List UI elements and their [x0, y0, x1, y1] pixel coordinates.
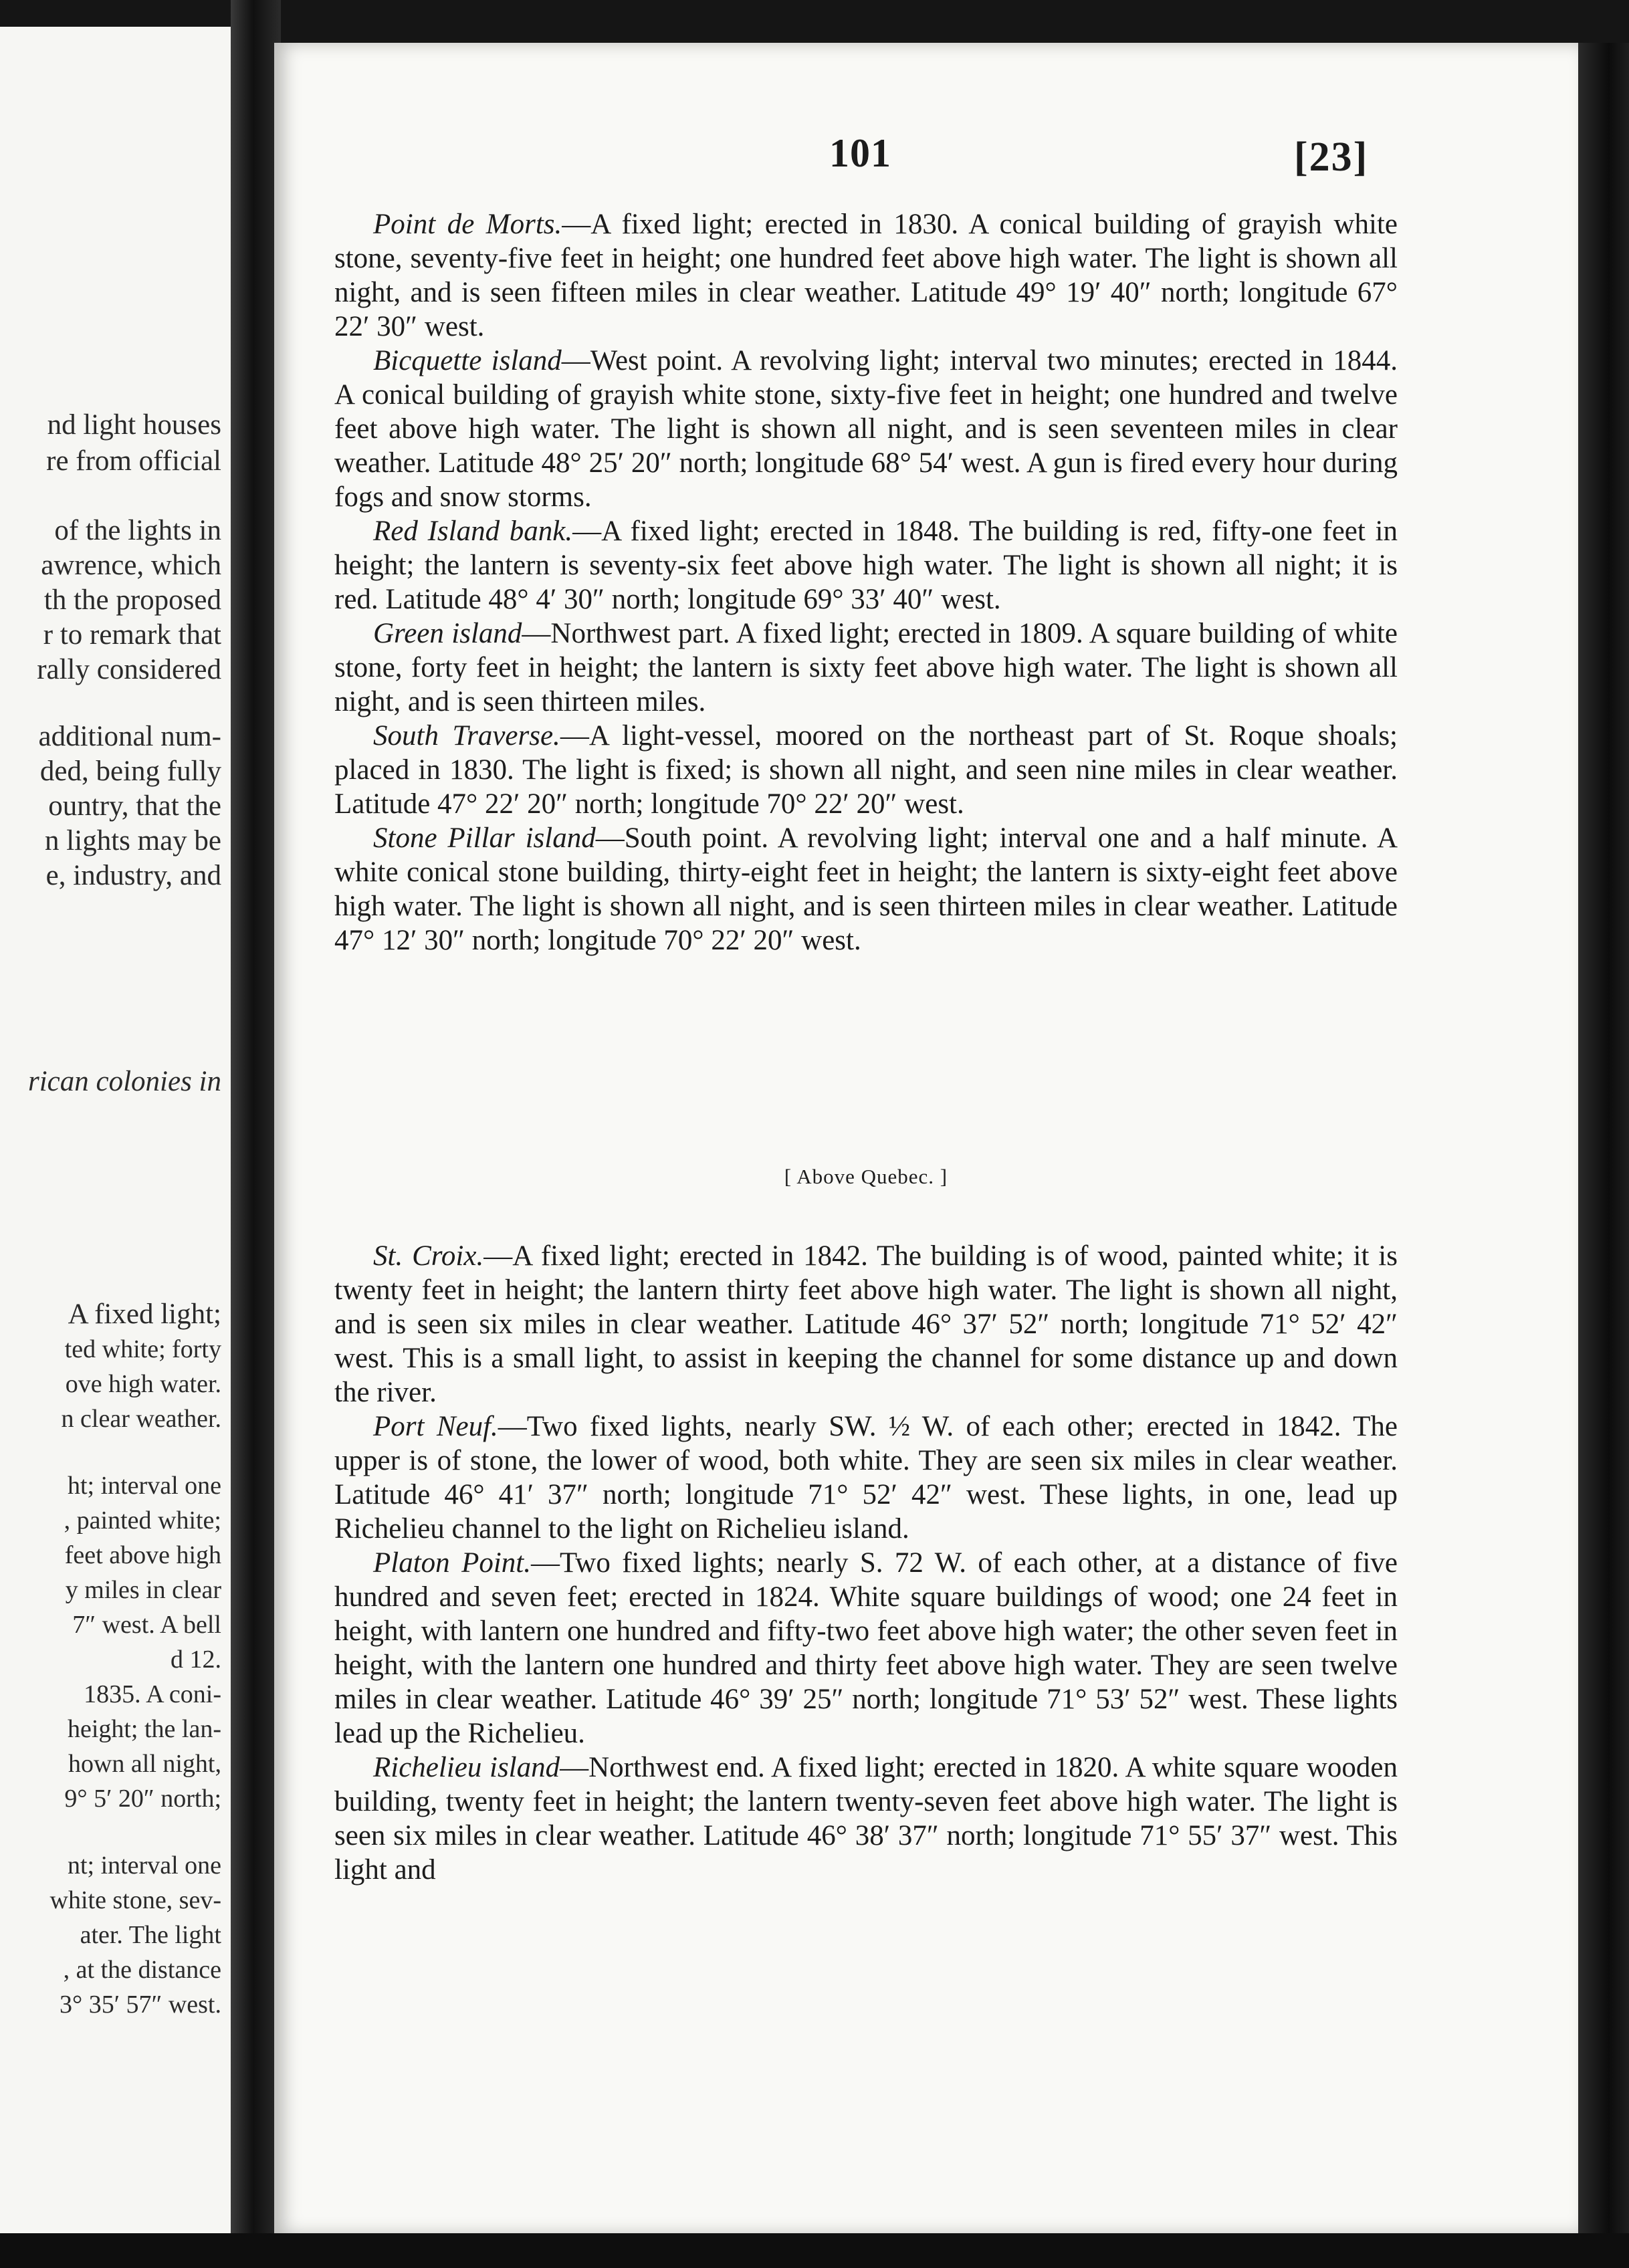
page-edge [1578, 43, 1629, 2235]
entry-st-croix [334, 1239, 1398, 1409]
left-fragment: ted white; forty [64, 1335, 221, 1363]
left-fragment: 3° 35′ 57″ west. [60, 1991, 221, 2019]
entry-text: —Northwest end. A fixed light; erected in 1820. A white square wooden building, twenty feet in height; the lantern twenty-seven feet above high water. The light is seen six miles in clear weather. Latitude 46° 38′ 37″ north; longitude 71° 55′ 37″ west. This light and [334, 1752, 1398, 1886]
entry-platon-point [334, 1546, 1398, 1750]
left-fragment: nt; interval one [67, 1851, 221, 1880]
left-fragment: 9° 5′ 20″ north; [64, 1785, 221, 1813]
lighthouse-entries-above-quebec [334, 1239, 1398, 1887]
entry-name: Red Island bank. [373, 516, 573, 547]
left-fragment: ater. The light [80, 1921, 221, 1949]
entry-red-island-bank [334, 514, 1398, 616]
entry-text: —South point. A revolving light; interval one and a half minute. A white conical stone building, thirty-eight feet in height; the lantern is sixty-eight feet above high water. The light is shown all night, and is seen thirteen miles in clear weather. Latitude 47° 12′ 30″ north; longitude 70° 22′ 20″ west. [334, 822, 1398, 956]
section-heading: [ Above Quebec. ] [784, 1165, 948, 1188]
entry-name: Stone Pillar island [373, 822, 596, 854]
entry-text: —A light-vessel, moored on the northeast part of St. Roque shoals; placed in 1830. The light is fixed; is shown all night, and seen nine miles in clear weather. Latitude 47° 22′ 20″ north; longitude 70° 22′ 20″ west. [334, 720, 1398, 820]
left-fragment: hown all night, [68, 1750, 221, 1778]
left-fragment: th the proposed [43, 584, 221, 616]
entry-name: South Traverse. [373, 720, 560, 752]
entry-text: —A fixed light; erected in 1842. The building is of wood, painted white; it is twenty feet in height; the lantern thirty feet above high water. The light is shown all night, and is seen six miles in clear weather. Latitude 46° 37′ 52″ north; longitude 71° 52′ 42″ west. This is a small light, to assist in keeping the channel for some distance up and down the river. [334, 1240, 1398, 1408]
entry-text: —Northwest part. A fixed light; erected in 1809. A square building of white stone, forty feet in height; the lantern is sixty feet above high water. The light is shown all night, and is seen thirteen miles. [334, 618, 1398, 717]
lighthouse-entries-lower-st-lawrence [334, 207, 1398, 957]
left-fragment: 7″ west. A bell [72, 1611, 221, 1639]
left-fragment: rally considered [37, 654, 221, 685]
entry-port-neuf [334, 1409, 1398, 1546]
page-number: 101 [829, 131, 891, 175]
bracket-page-number: [23] [1294, 134, 1369, 180]
entry-point-de-morts [334, 207, 1398, 344]
entry-green-island [334, 616, 1398, 719]
left-fragment: rican colonies in [27, 1066, 221, 1097]
left-fragment: , painted white; [64, 1506, 221, 1535]
book-gutter [231, 0, 281, 2268]
entry-text: —Two fixed lights, nearly SW. ½ W. of each other; erected in 1842. The upper is of stone, the lower of wood, both white. They are seen six miles in clear weather. Latitude 46° 41′ 37″ north; longitude 71° 52′ 42″ west. These lights, in one, lead up Richelieu channel to the light on Richelieu island. [334, 1411, 1398, 1545]
entry-bicquette-island [334, 344, 1398, 514]
entry-richelieu-island [334, 1750, 1398, 1887]
left-fragment: ountry, that the [48, 790, 221, 822]
left-fragment: r to remark that [43, 619, 221, 651]
entry-south-traverse [334, 719, 1398, 821]
left-fragment: re from official [46, 445, 221, 477]
entry-name: Bicquette island [373, 345, 562, 376]
entry-name: Richelieu island [373, 1752, 560, 1783]
left-fragment: y miles in clear [65, 1576, 221, 1604]
left-fragment: white stone, sev- [49, 1886, 221, 1914]
left-fragment: of the lights in [54, 515, 221, 546]
left-fragment: n clear weather. [61, 1405, 221, 1433]
entry-text: —West point. A revolving light; interval two minutes; erected in 1844. A conical building of grayish white stone, sixty-five feet in height; one hundred and twelve feet above high water. The light is shown all night, and is seen seventeen miles in clear weather. Latitude 48° 25′ 20″ north; longitude 68° 54′ west. A gun is fired every hour during fogs and snow storms. [334, 345, 1398, 513]
left-fragment: A fixed light; [68, 1298, 221, 1330]
entry-text: —A fixed light; erected in 1848. The building is red, fifty-one feet in height; the lantern is seventy-six feet above high water. The light is shown all night; it is red. Latitude 48° 4′ 30″ north; longitude 69° 33′ 40″ west. [334, 516, 1398, 615]
entry-stone-pillar-island [334, 821, 1398, 957]
left-fragment: height; the lan- [67, 1715, 221, 1743]
left-fragment: awrence, which [41, 550, 221, 581]
left-fragment: ded, being fully [39, 756, 221, 787]
entry-name: St. Croix. [373, 1240, 484, 1272]
left-fragment: d 12. [171, 1646, 221, 1674]
left-fragment: n lights may be [45, 825, 221, 857]
left-fragment: 1835. A coni- [84, 1680, 221, 1708]
entry-name: Green island [373, 618, 522, 649]
left-fragment: , at the distance [63, 1956, 221, 1984]
left-page [0, 27, 233, 2233]
left-fragment: feet above high [64, 1541, 221, 1569]
left-fragment: e, industry, and [45, 860, 221, 891]
left-fragment: ht; interval one [67, 1472, 221, 1500]
left-fragment: nd light houses [47, 409, 221, 441]
left-fragment: additional num- [38, 721, 221, 752]
entry-text: —Two fixed lights; nearly S. 72 W. of each other, at a distance of five hundred and seven feet; erected in 1824. White square buildings of wood; one 24 feet in height, with lantern one hundred and fifty-two feet above high water; the other seven feet in height, with the lantern one hundred and thirty feet above high water. They are seen twelve miles in clear weather. Latitude 46° 39′ 25″ north; longitude 71° 53′ 52″ west. These lights lead up the Richelieu. [334, 1547, 1398, 1749]
scan-border [0, 2233, 1629, 2268]
entry-name: Platon Point. [373, 1547, 531, 1579]
entry-name: Point de Morts. [373, 209, 562, 240]
entry-name: Port Neuf. [373, 1411, 498, 1442]
left-fragment: ove high water. [65, 1370, 221, 1398]
entry-text: —A fixed light; erected in 1830. A conical building of grayish white stone, seventy-five feet in height; one hundred feet above high water. The light is shown all night, and is seen fifteen miles in clear weather. Latitude 49° 19′ 40″ north; longitude 67° 22′ 30″ west. [334, 209, 1398, 342]
